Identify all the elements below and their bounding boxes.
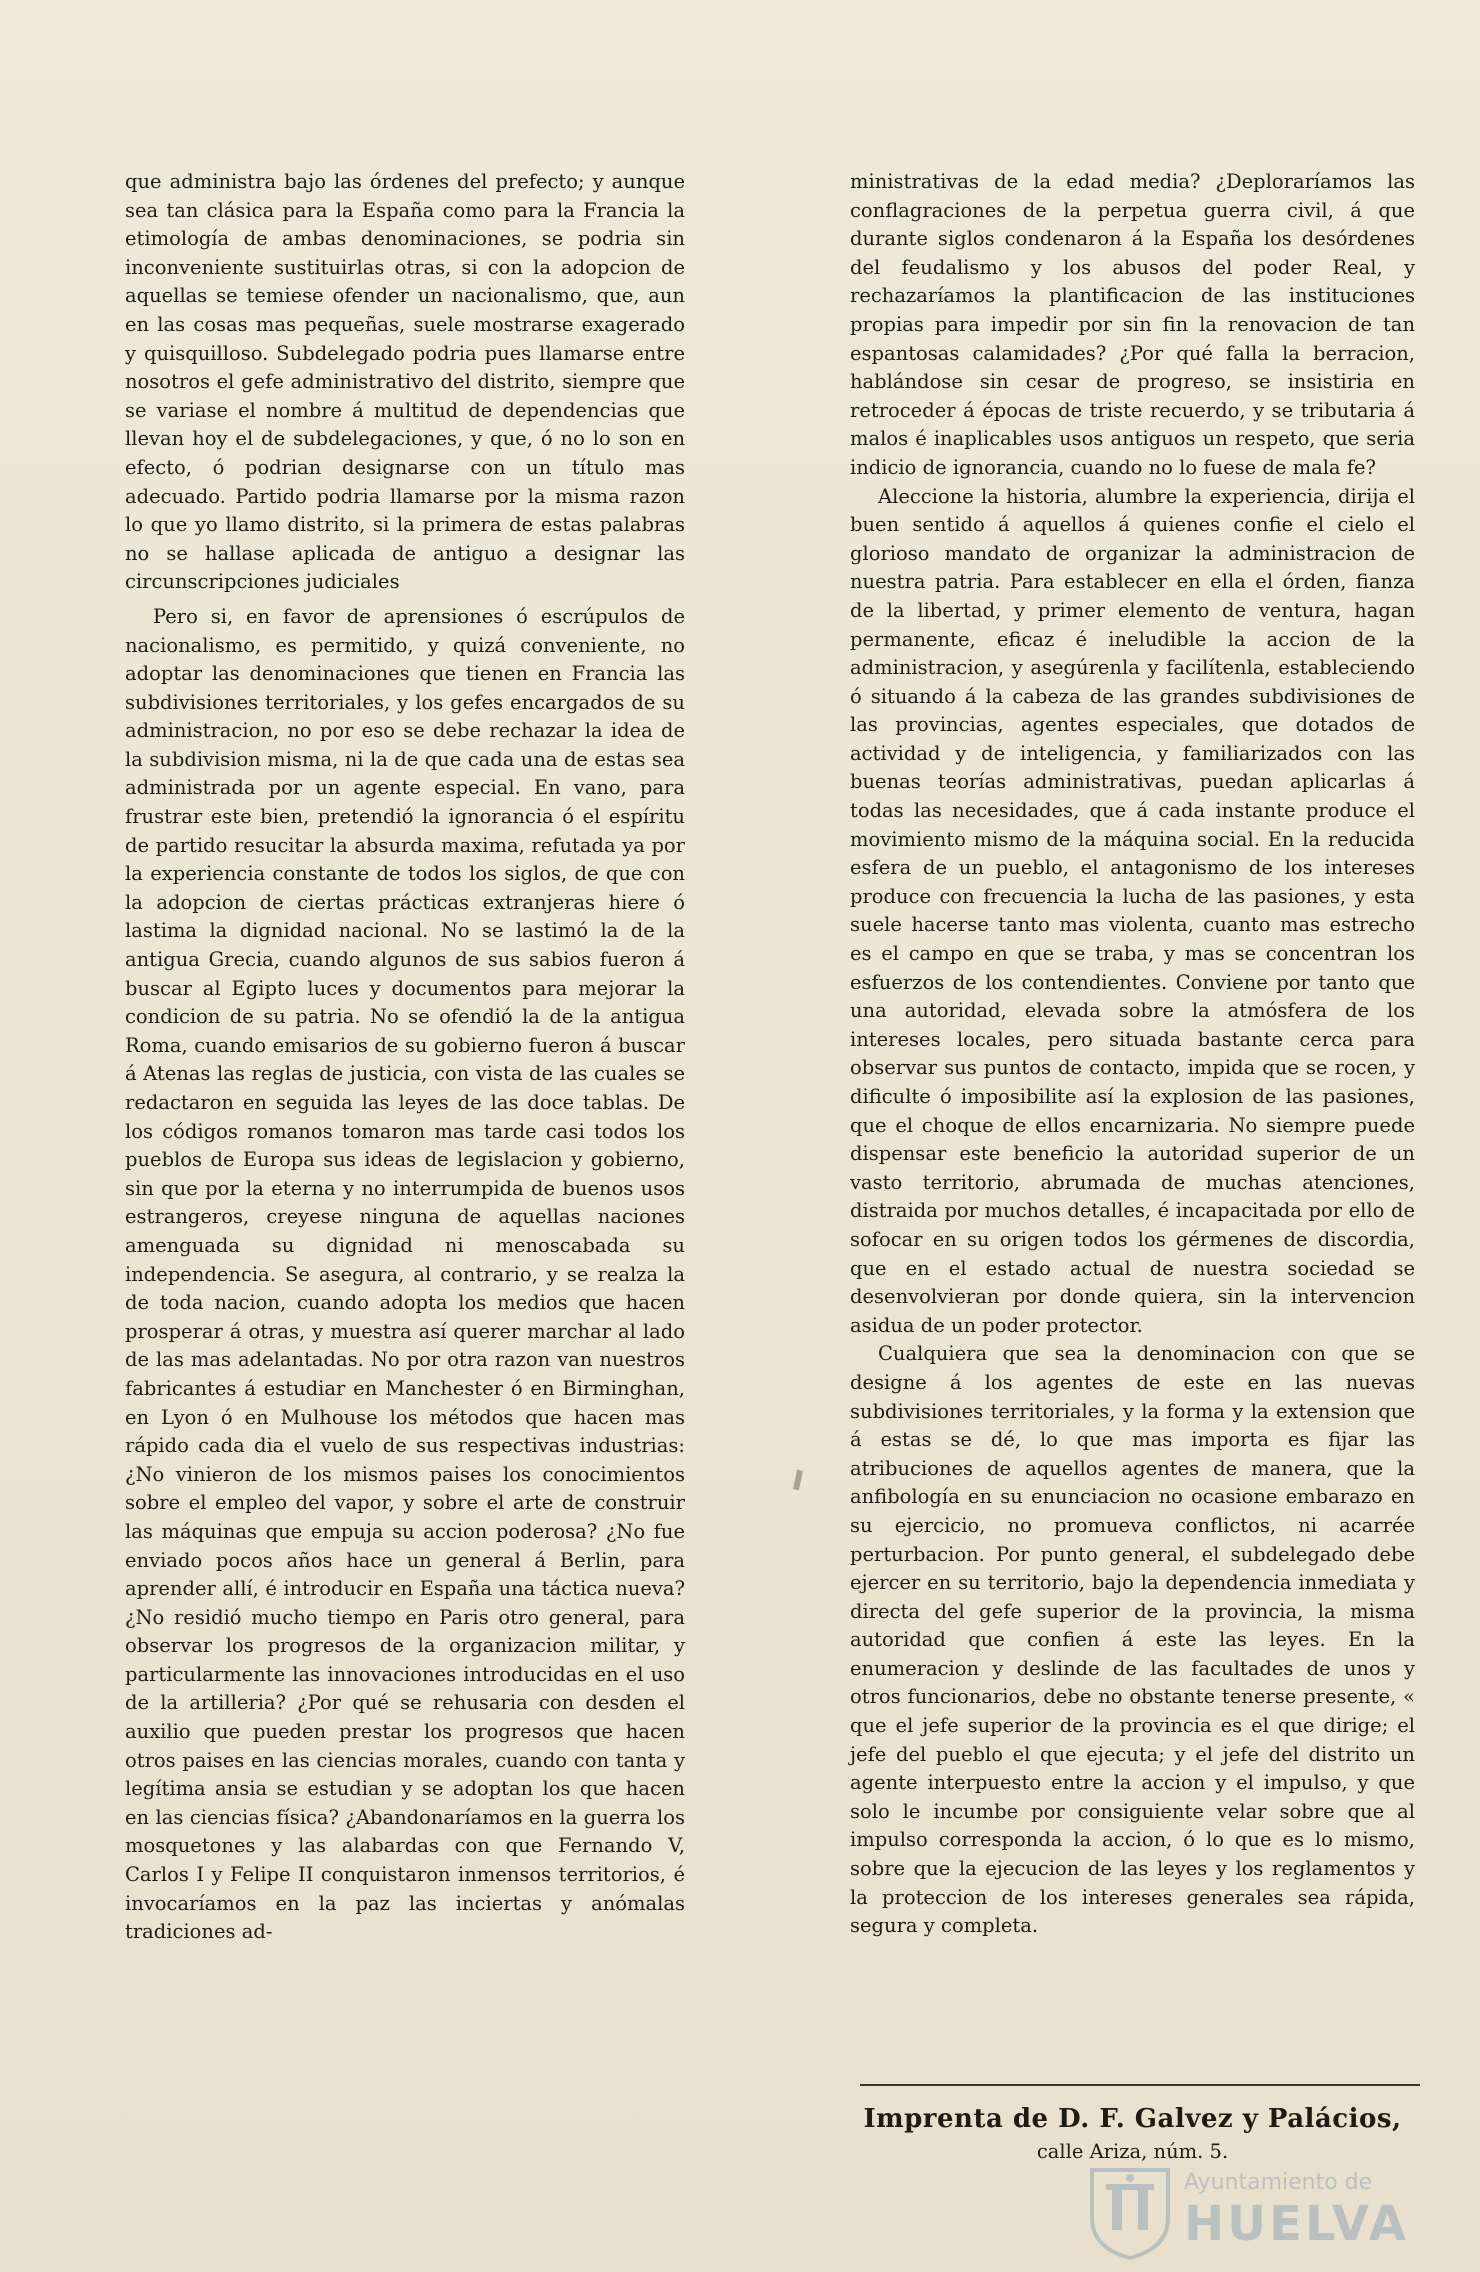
paragraph-left-1: que administra bajo las órdenes del prefecto; y aunque sea tan clásica para la España como para la Francia la etimología de ambas denominaciones, se podria sin inconveniente sustituirlas otras, si con la adopcion de aquellas se temiese ofender un nacionalismo, que, aun en las cosas mas pequeñas, suele mostrarse exagerado y quisquilloso. Subdelegado podria pues llamarse entre nosotros el gefe administrativo del distrito, siempre que se variase el nombre á multitud de dependencias que llevan hoy el de subdelegaciones, y que, ó no lo son en efecto, ó podrian designarse con un título mas adecuado. Partido podria llamarse por la misma razon lo que yo llamo distrito, si la primera de estas palabras no se hallase aplicada de antiguo a designar las circunscripciones judiciales [125, 170, 685, 594]
right-column [850, 168, 1415, 1941]
ink-mark [793, 1470, 803, 1491]
paragraph-left-2: Pero si, en favor de aprensiones ó escrúpulos de nacionalismo, es permitido, y quizá conveniente, no adoptar las denominaciones que tienen en Francia las subdivisiones territoriales, y los gefes encargados de su administracion, no por eso se debe rechazar la idea de la subdivision misma, ni la de que cada una de estas sea administrada por un agente especial. En vano, para frustrar este bien, pretendió la ignorancia ó el espíritu de partido resucitar la absurda maxima, refutada ya por la experiencia constante de todos los siglos, de que con la adopcion de ciertas prácticas extranjeras hiere ó lastima la dignidad nacional. No se lastimó la de la antigua Grecia, cuando algunos de sus sabios fueron á buscar al Egipto luces y documentos para mejorar la condicion de su patria. No se ofendió la de la antigua Roma, cuando emisarios de su gobierno fueron á buscar á Atenas las reglas de justicia, con vista de las cuales se redactaron en seguida las leyes de las doce tablas. De los códigos romanos tomaron mas tarde casi todos los pueblos de Europa sus ideas de legislacion y gobierno, sin que por la eterna y no interrumpida de buenos usos estrangeros, creyese ninguna de aquellas naciones amenguada su dignidad ni menoscabada su independencia. Se asegura, al contrario, y se realza la de toda nacion, cuando adopta los medios que hacen prosperar á otras, y muestra así querer marchar al lado de las mas adelantadas. No por otra razon van nuestros fabricantes á estudiar en Manchester ó en Birminghan, en Lyon ó en Mulhouse los métodos que hacen mas rápido cada dia el vuelo de sus respectivas industrias: ¿No vinieron de los mismos paises los conocimientos sobre el empleo del vapor, y sobre el arte de construir las máquinas que empuja su accion poderosa? ¿No fue enviado pocos años hace un general á Berlin, para aprender allí, é introducir en España una táctica nueva? ¿No residió mucho tiempo en Paris otro general, para observar los progresos de la organizacion militar, y particularmente las innovaciones introducidas en el uso de la artilleria? ¿Por qué se rehusaria con desden el auxilio que pueden prestar los progresos que hacen otros paises en las ciencias morales, cuando con tanta y legítima ansia se estudian y se adoptan los que hacen en las ciencias física? ¿Abandonaríamos en la guerra los mosquetones y las alabardas con que Fernando V, Carlos I y Felipe II conquistaron inmensos territorios, é invocaríamos en la paz las inciertas y anómalas tradiciones ad- [125, 604, 685, 1944]
paragraph-right-3: Cualquiera que sea la denominacion con que se designe á los agentes de este en las nuevas subdivisiones territoriales, y la forma y la extension que á estas se dé, lo que mas importa es fijar las atribuciones de aquellos agentes de manera, que la anfibología en su enunciacion no ocasione embarazo en su ejercicio, no promueva conflictos, ni acarrée perturbacion. Por punto general, el subdelegado debe ejercer en su territorio, bajo la dependencia inmediata y directa del gefe superior de la provincia, la misma autoridad que confien á este las leyes. En la enumeracion y deslinde de las facultades de unos y otros funcionarios, debe no obstante tenerse presente, « que el jefe superior de la provincia es el que dirige; el jefe del pueblo el que ejecuta; y el jefe del distrito un agente interpuesto entre la accion y el impulso, y que solo le incumbe por consiguiente velar sobre que al impulso corresponda la accion, ó lo que es lo mismo, sobre que la ejecucion de las leyes y los reglamentos y la proteccion de los intereses generales sea rápida, segura y completa. [850, 1342, 1415, 1938]
city-seal-icon [1084, 2160, 1176, 2260]
paragraph-right-2: Aleccione la historia, alumbre la experiencia, dirija el buen sentido á aquellos á quienes confie el cielo el glorioso mandato de organizar la administracion de nuestra patria. Para establecer en ella el órden, fianza de la libertad, y primer elemento de ventura, hagan permanente, eficaz é ineludible la accion de la administracion, y asegúrenla y facilítenla, estableciendo ó situando á la cabeza de las grandes subdivisiones de las provincias, agentes especiales, que dotados de actividad y de inteligencia, y familiarizados con las buenas teorías administrativas, puedan aplicarlas á todas las necesidades, que á cada instante produce el movimiento mismo de la máquina social. En la reducida esfera de un pueblo, el antagonismo de los intereses produce con frecuencia la lucha de las pasiones, y esta suele hacerse tanto mas violenta, cuanto mas estrecho es el campo en que se traba, y mas se concentran los esfuerzos de los contendientes. Conviene por tanto que una autoridad, elevada sobre la atmósfera de los intereses locales, pero situada bastante cerca para observar sus puntos de contacto, impida que se rocen, y dificulte ó imposibilite así la explosion de las pasiones, que el choque de ellos encarnizaria. No siempre puede dispensar este beneficio la autoridad superior de un vasto territorio, abrumada de muchas atenciones, distraida por muchos detalles, é incapacitada por ello de sofocar en su origen todos los gérmenes de discordia, que en el estado actual de nuestra sociedad se desenvolvieran por donde quiera, sin la intervencion asidua de un poder protector. [850, 484, 1415, 1337]
imprint-address: calle Ariza, núm. 5. [1036, 2140, 1229, 2163]
watermark-line-2: HUELVA [1184, 2196, 1409, 2252]
paragraph-right-1: ministrativas de la edad media? ¿Deploraríamos las conflagraciones de la perpetua guerra civil, á que durante siglos condenaron á la España los desórdenes del feudalismo y los abusos del poder Real, y rechazaríamos la plantificacion de las instituciones propias para impedir por sin fin la renovacion de tan espantosas calamidades? ¿Por qué falla la berracion, hablándose sin cesar de progreso, se insistiria en retroceder á épocas de triste recuerdo, y se tributaria á malos é inaplicables usos antiguos un respeto, que seria indicio de ignorancia, cuando no lo fuese de mala fe? [850, 170, 1415, 479]
archive-watermark [1084, 2160, 1414, 2260]
imprint-divider [860, 2084, 1420, 2086]
left-column [125, 168, 685, 1947]
watermark-line-1: Ayuntamiento de [1184, 2170, 1373, 2195]
imprint-press: Imprenta de D. F. Galvez y Palácios, [863, 2104, 1402, 2134]
imprint-block [850, 2104, 1415, 2163]
